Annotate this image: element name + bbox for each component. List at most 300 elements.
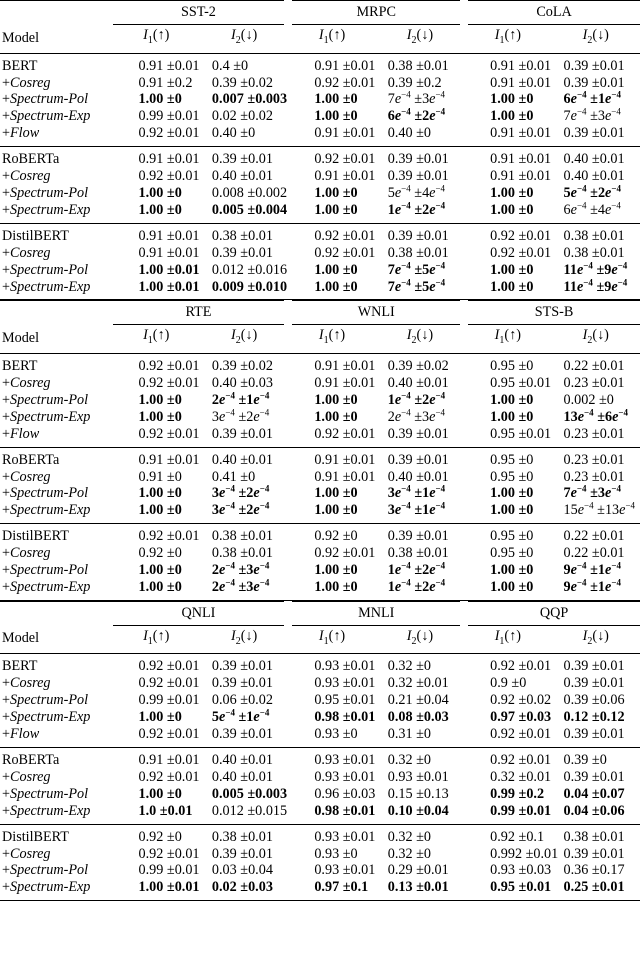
i1-cell: 0.95 ±0 [490,545,534,562]
i2-cell: 0.40 ±0 [200,125,288,146]
i1-cell: 1.00 ±0 [138,785,182,802]
i2-cell: 0.39 ±0.01 [387,528,449,545]
i2-cell: 0.39 ±0.01 [211,675,273,692]
table-row [0,91,640,108]
i2-cell: 0.32 ±0 [387,752,431,769]
model-name: +Spectrum-Pol [2,184,89,201]
i1-cell: 0.93 ±0.01 [314,862,376,879]
i1-cell: 1.00 ±0 [490,261,534,278]
task-header-row [0,1,640,25]
header-spacer [0,601,113,625]
i1-cell: 0.32 ±0.01 [490,768,552,785]
table-row [0,485,640,502]
i1-cell: 0.95 ±0.01 [490,374,552,391]
table-row [0,262,640,279]
task-header: MRPC [288,1,464,25]
metric-i1-header: $I_1(↑)$ [113,625,200,654]
header-spacer [0,301,113,325]
i2-cell: 0.002 ±0 [563,391,614,408]
table-row [0,202,640,223]
results-table [0,300,640,600]
i2-cell: 0.012 ±0.016 [211,261,288,278]
i1-cell: 0.95 ±0 [490,451,534,468]
i2-cell: 0.005 ±0.004 [200,202,288,223]
model-name: +Spectrum-Pol [2,692,89,709]
i1-cell: 0.96 ±0.03 [314,785,376,802]
i1-cell: 1.00 ±0 [138,184,182,201]
i1-cell: 0.91 ±0.01 [490,74,552,91]
model-name: RoBERTa [2,752,60,769]
i1-cell: 0.93 ±0.01 [314,768,376,785]
i2-cell: 0.39 ±0.02 [211,74,273,91]
i1-cell: 0.99 ±0.01 [138,862,200,879]
i2-cell: 0.13 ±0.01 [376,879,464,900]
i2-cell: 0.39 ±0.01 [211,845,273,862]
i1-cell: 1.00 ±0 [314,261,358,278]
i2-cell: 0.40 ±0.01 [563,151,625,168]
i1-cell: 0.95 ±0 [490,468,534,485]
i1-cell: 1.00 ±0 [490,184,534,201]
model-name: +Cosreg [2,768,51,785]
i2-cell: 0.39 ±0.01 [563,57,625,74]
i1-cell: 0.91 ±0 [138,468,182,485]
i2-cell: 0.39 ±0.01 [552,726,640,747]
table-row [0,502,640,523]
i2-cell: 0.39 ±0.01 [563,658,625,675]
i2-cell: 0.39 ±0.01 [211,244,273,261]
i2-cell: 0.008 ±0.002 [211,184,288,201]
i1-cell: 1.00 ±0 [138,709,182,726]
i1-cell: 0.98 ±0.01 [288,803,375,824]
i1-cell: 0.99 ±0.2 [490,785,545,802]
i2-cell: 0.009 ±0.010 [200,279,288,300]
i1-cell: 0.98 ±0.01 [314,709,376,726]
i1-cell: 0.95 ±0 [490,358,534,375]
i1-cell: 1.00 ±0 [490,108,534,125]
table-row [0,409,640,426]
i1-cell: 0.95 ±0.01 [314,692,376,709]
task-header-row [0,601,640,625]
model-name: BERT [2,658,38,675]
i1-cell: 0.93 ±0 [288,726,375,747]
i2-cell: 0.38 ±0.01 [211,227,273,244]
table-row [0,354,640,375]
i1-cell: 0.95 ±0.01 [464,426,551,447]
i1-cell: 1.00 ±0 [314,485,358,502]
i1-cell: 0.92 ±0 [138,545,182,562]
i2-cell: 0.4 ±0 [211,57,249,74]
i1-cell: 0.91 ±0.01 [138,244,200,261]
i1-cell: 0.92 ±0.01 [464,726,551,747]
table-row [0,675,640,692]
i1-cell: 0.91 ±0.01 [314,358,376,375]
i2-cell: 0.40 ±0.01 [211,752,273,769]
i1-cell: 0.92 ±0.01 [138,358,200,375]
i2-cell: 0.39 ±0.01 [200,426,288,447]
i1-cell: 0.91 ±0.01 [138,151,200,168]
model-name: +Cosreg [2,545,51,562]
i1-cell: 1.00 ±0 [138,408,182,425]
model-name: BERT [2,358,38,375]
i1-cell: 1.00 ±0 [490,391,534,408]
i2-cell: $1e^{-4} \pm 2e^{-4}$ [376,202,464,223]
i2-cell: 0.93 ±0.01 [387,768,449,785]
i1-cell: 0.99 ±0.01 [138,108,200,125]
i2-cell: 0.40 ±0 [376,125,464,146]
model-name: +Spectrum-Exp [0,803,113,824]
metric-i1-header: $I_1(↑)$ [113,325,200,354]
metric-i1-header: $I_1(↑)$ [464,325,551,354]
i1-cell: 0.92 ±0.01 [314,151,376,168]
metric-i1-header: $I_1(↑)$ [464,24,551,53]
i1-cell: 1.00 ±0 [464,279,551,300]
task-header: SST-2 [113,1,289,25]
i1-cell: 1.00 ±0 [138,485,182,502]
i2-cell: 0.38 ±0.01 [563,244,625,261]
i2-cell: 0.38 ±0.01 [563,828,625,845]
table-row [0,245,640,262]
i2-cell: 0.40 ±0.01 [211,768,273,785]
metric-i2-header: $I_2(↓)$ [376,625,464,654]
model-name: +Cosreg [2,675,51,692]
i1-cell: 0.97 ±0.1 [288,879,375,900]
i2-cell: 0.31 ±0 [376,726,464,747]
i1-cell: 0.97 ±0.03 [490,709,552,726]
i2-cell: 0.39 ±0.01 [211,151,273,168]
model-name: BERT [2,57,38,74]
i2-cell: 0.32 ±0 [387,658,431,675]
i2-cell: $9e^{-4} \pm 1e^{-4}$ [552,579,640,600]
task-header-row [0,301,640,325]
i1-cell: 0.91 ±0.01 [314,451,376,468]
table-row [0,108,640,125]
i1-cell: 0.992 ±0.01 [490,845,559,862]
i2-cell: $2e^{-4} \pm 1e^{-4}$ [211,390,270,408]
i2-cell: 0.02 ±0.03 [200,879,288,900]
i1-cell: 0.92 ±0.01 [113,125,200,146]
i1-cell: 1.00 ±0 [288,579,375,600]
model-name: +Spectrum-Pol [2,391,89,408]
i1-cell: 0.93 ±0 [314,845,358,862]
model-name: +Spectrum-Pol [2,91,89,108]
i2-cell: 0.39 ±0.02 [211,358,273,375]
i1-cell: 0.92 ±0.01 [490,752,552,769]
i2-cell: $5e^{-4} \pm 2e^{-4}$ [563,183,621,201]
metric-i2-header: $I_2(↓)$ [552,625,640,654]
i1-cell: 0.92 ±0.1 [490,828,545,845]
i1-cell: 0.92 ±0.01 [490,227,552,244]
i1-cell: 1.00 ±0 [113,579,200,600]
i1-cell: 0.95 ±0.01 [464,879,551,900]
metric-header-row [0,325,640,354]
metric-i2-header: $I_2(↓)$ [552,325,640,354]
i1-cell: 0.91 ±0.01 [138,227,200,244]
i1-cell: 0.91 ±0.01 [314,468,376,485]
i1-cell: 1.00 ±0 [314,391,358,408]
i1-cell: 0.92 ±0.01 [314,227,376,244]
table-row [0,185,640,202]
i2-cell: 0.38 ±0.01 [211,528,273,545]
i2-cell: 0.38 ±0.01 [387,244,449,261]
i2-cell: $2e^{-4} \pm 3e^{-4}$ [200,579,288,600]
i1-cell: 0.93 ±0.01 [314,658,376,675]
table-row [0,223,640,244]
i1-cell: 1.00 ±0 [490,562,534,579]
i1-cell: 0.99 ±0.01 [138,692,200,709]
i1-cell: 1.00 ±0 [490,485,534,502]
i1-cell: 0.92 ±0.01 [138,374,200,391]
i1-cell: 0.93 ±0.01 [314,752,376,769]
i2-cell: $3e^{-4} \pm 1e^{-4}$ [376,502,464,523]
i2-cell: 0.23 ±0.01 [563,468,625,485]
i1-cell: 1.00 ±0 [314,91,358,108]
i1-cell: 0.91 ±0.01 [490,57,552,74]
table-row [0,726,640,747]
i1-cell: 1.00 ±0 [490,91,534,108]
i2-cell: 0.36 ±0.17 [563,862,625,879]
model-name: +Cosreg [2,168,51,185]
i2-cell: $15e^{-4} \pm 13e^{-4}$ [552,502,640,523]
i2-cell: 0.39 ±0.01 [563,768,625,785]
model-name: +Cosreg [2,74,51,91]
table-row [0,545,640,562]
model-column-header: Model [0,625,113,654]
i2-cell: $9e^{-4} \pm 1e^{-4}$ [563,560,621,579]
i2-cell: $6e^{-4} \pm 2e^{-4}$ [387,106,446,125]
i2-cell: 0.40 ±0.01 [563,168,625,185]
i2-cell: $1e^{-4} \pm 2e^{-4}$ [376,579,464,600]
i1-cell: 0.92 ±0.01 [138,845,200,862]
i1-cell: 0.95 ±0 [490,528,534,545]
i2-cell: $6e^{-4} \pm 4e^{-4}$ [552,202,640,223]
model-name: +Spectrum-Exp [2,709,91,726]
table-row [0,53,640,74]
i1-cell: 0.92 ±0.01 [490,658,552,675]
i2-cell: 0.38 ±0.01 [563,227,625,244]
table-row [0,447,640,468]
table-row [0,579,640,600]
table-row [0,75,640,92]
task-header: WNLI [288,301,464,325]
i1-cell: 0.93 ±0.01 [314,828,376,845]
i2-cell: $3e^{-4} \pm 1e^{-4}$ [387,483,446,502]
i1-cell: 1.0 ±0.01 [113,803,200,824]
table-row [0,654,640,675]
i2-cell: 0.39 ±0.01 [376,426,464,447]
model-name: +Spectrum-Exp [0,202,113,223]
i2-cell: 0.21 ±0.04 [387,692,449,709]
i1-cell: 0.92 ±0.01 [138,768,200,785]
model-name: +Flow [0,726,113,747]
model-name: +Spectrum-Exp [0,279,113,300]
i2-cell: 0.39 ±0.2 [387,74,442,91]
metric-i2-header: $I_2(↓)$ [376,325,464,354]
i2-cell: $11e^{-4} \pm 9e^{-4}$ [552,279,640,300]
i2-cell: $7e^{-4} \pm 5e^{-4}$ [387,259,446,278]
i2-cell: 0.39 ±0.01 [563,845,625,862]
i2-cell: 0.22 ±0.01 [563,545,625,562]
table-row [0,709,640,726]
i1-cell: 0.92 ±0.01 [288,426,375,447]
i1-cell: 0.91 ±0.01 [138,752,200,769]
i1-cell: 0.92 ±0.01 [138,168,200,185]
i2-cell: $5e^{-4} \pm 1e^{-4}$ [211,707,270,726]
table-row [0,426,640,447]
i1-cell: 0.92 ±0 [138,828,182,845]
model-name: +Spectrum-Exp [0,579,113,600]
i1-cell: 1.00 ±0 [314,408,358,425]
i1-cell: 0.99 ±0.01 [464,803,551,824]
i2-cell: 0.39 ±0.01 [552,125,640,146]
i2-cell: 0.25 ±0.01 [552,879,640,900]
i2-cell: $2e^{-4} \pm 3e^{-4}$ [211,560,270,579]
model-name: +Spectrum-Exp [0,879,113,900]
task-header: RTE [113,301,289,325]
i1-cell: 0.91 ±0.01 [138,57,200,74]
model-column-header: Model [0,325,113,354]
i2-cell: 0.38 ±0.01 [211,828,273,845]
i1-cell: 0.92 ±0.01 [138,528,200,545]
i1-cell: 0.92 ±0.01 [314,244,376,261]
i2-cell: 0.32 ±0 [387,845,431,862]
i1-cell: 0.92 ±0.01 [113,726,200,747]
i2-cell: 0.012 ±0.015 [200,803,288,824]
i1-cell: 1.00 ±0 [138,391,182,408]
i1-cell: 0.91 ±0.01 [490,168,552,185]
model-name: +Cosreg [2,468,51,485]
table-row [0,375,640,392]
i2-cell: $6e^{-4} \pm 1e^{-4}$ [563,89,621,108]
task-header: QQP [464,601,640,625]
i2-cell: 0.15 ±0.13 [387,785,449,802]
i2-cell: 0.23 ±0.01 [563,451,625,468]
table-row [0,846,640,863]
metric-i2-header: $I_2(↓)$ [376,24,464,53]
model-name: +Spectrum-Pol [2,562,89,579]
i2-cell: 0.38 ±0.01 [387,545,449,562]
table-row [0,824,640,845]
i2-cell: 0.38 ±0.01 [387,57,449,74]
i2-cell: 0.23 ±0.01 [563,374,625,391]
i1-cell: 1.00 ±0.01 [113,879,200,900]
i1-cell: 0.92 ±0.02 [490,692,552,709]
i2-cell: 0.39 ±0.01 [211,658,273,675]
i1-cell: 1.00 ±0 [490,408,534,425]
i1-cell: 0.91 ±0.01 [314,57,376,74]
i1-cell: 0.91 ±0.01 [314,168,376,185]
i2-cell: 0.40 ±0.01 [387,468,449,485]
i2-cell: 0.22 ±0.01 [563,358,625,375]
i2-cell: $5e^{-4} \pm 4e^{-4}$ [387,183,446,201]
i1-cell: 0.91 ±0.01 [138,451,200,468]
i1-cell: 0.92 ±0.01 [138,675,200,692]
i1-cell: 1.00 ±0 [464,202,551,223]
i1-cell: 1.00 ±0 [314,108,358,125]
table-row [0,862,640,879]
i1-cell: 1.00 ±0 [288,202,375,223]
task-header: STS-B [464,301,640,325]
table-row [0,125,640,146]
i2-cell: 0.39 ±0.01 [387,168,449,185]
i2-cell: 0.32 ±0 [387,828,431,845]
i2-cell: $7e^{-4} \pm 3e^{-4}$ [387,89,446,108]
i2-cell: 0.40 ±0.03 [211,374,273,391]
i2-cell: 0.08 ±0.03 [387,709,449,726]
model-name: +Flow [0,426,113,447]
i1-cell: 0.93 ±0.03 [490,862,552,879]
table-row [0,392,640,409]
i2-cell: $7e^{-4} \pm 5e^{-4}$ [376,279,464,300]
i2-cell: 0.39 ±0.01 [200,726,288,747]
i2-cell: 0.40 ±0.01 [211,451,273,468]
i1-cell: 0.91 ±0.01 [464,125,551,146]
i2-cell: 0.39 ±0 [563,752,607,769]
model-name: +Spectrum-Exp [0,502,113,523]
i1-cell: 1.00 ±0.01 [138,261,200,278]
i1-cell: 0.92 ±0.01 [113,426,200,447]
table-row [0,879,640,900]
metric-header-row [0,24,640,53]
i2-cell: 0.39 ±0.01 [387,227,449,244]
metric-i2-header: $I_2(↓)$ [552,24,640,53]
table-row [0,692,640,709]
i2-cell: 0.10 ±0.04 [376,803,464,824]
model-name: +Spectrum-Pol [2,862,89,879]
i2-cell: $7e^{-4} \pm 3e^{-4}$ [563,483,621,502]
metric-i2-header: $I_2(↓)$ [200,24,288,53]
model-name: RoBERTa [2,151,60,168]
metric-i2-header: $I_2(↓)$ [200,625,288,654]
i2-cell: 0.23 ±0.01 [552,426,640,447]
i1-cell: 1.00 ±0 [314,184,358,201]
i2-cell: 0.39 ±0.01 [563,74,625,91]
i2-cell: 0.32 ±0.01 [387,675,449,692]
i2-cell: 0.40 ±0.01 [387,374,449,391]
i1-cell: 1.00 ±0 [288,502,375,523]
model-column-header: Model [0,24,113,53]
i2-cell: 0.06 ±0.02 [211,692,273,709]
i1-cell: 1.00 ±0 [314,562,358,579]
model-name: +Cosreg [2,244,51,261]
i2-cell: $13e^{-4} \pm 6e^{-4}$ [563,407,629,425]
i1-cell: 0.91 ±0.2 [138,74,193,91]
i2-cell: $3e^{-4} \pm 2e^{-4}$ [211,483,270,502]
i2-cell: 0.007 ±0.003 [211,91,288,108]
i2-cell: $7e^{-4} \pm 3e^{-4}$ [563,106,621,125]
model-name: DistilBERT [2,227,69,244]
i1-cell: 1.00 ±0 [138,562,182,579]
i1-cell: 0.91 ±0.01 [314,374,376,391]
i1-cell: 0.9 ±0 [490,675,527,692]
task-header: QNLI [113,601,289,625]
i1-cell: 1.00 ±0 [138,91,182,108]
model-name: +Spectrum-Pol [2,785,89,802]
i2-cell: 0.41 ±0 [211,468,256,485]
table-row [0,769,640,786]
i2-cell: $1e^{-4} \pm 2e^{-4}$ [387,560,446,579]
i2-cell: $1e^{-4} \pm 2e^{-4}$ [387,390,446,408]
i2-cell: $2e^{-4} \pm 3e^{-4}$ [387,407,446,425]
metric-i1-header: $I_1(↑)$ [113,24,200,53]
model-name: +Spectrum-Pol [2,485,89,502]
i1-cell: 1.00 ±0 [464,579,551,600]
i2-cell: 0.39 ±0.01 [387,451,449,468]
i1-cell: 0.92 ±0 [314,528,358,545]
metric-header-row [0,625,640,654]
metric-i2-header: $I_2(↓)$ [200,325,288,354]
i2-cell: $11e^{-4} \pm 9e^{-4}$ [563,259,628,278]
i1-cell: 1.00 ±0 [464,502,551,523]
